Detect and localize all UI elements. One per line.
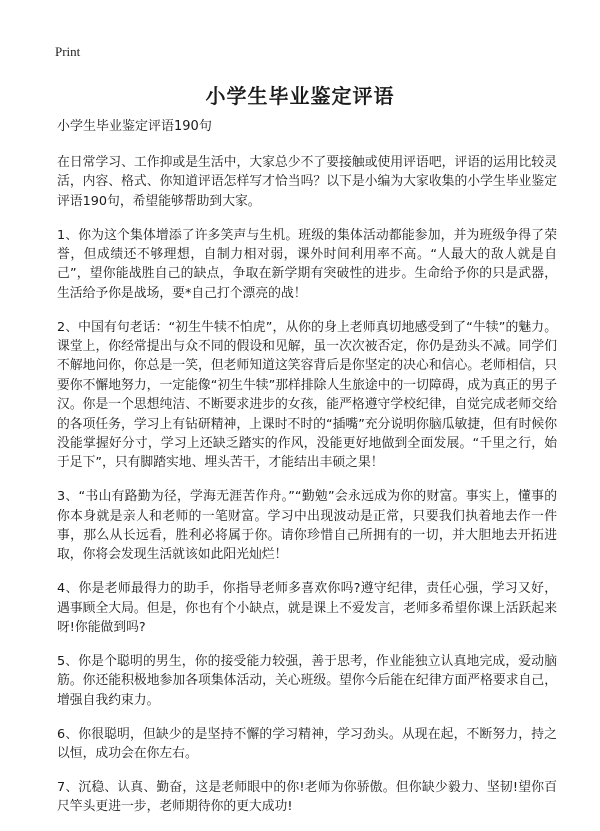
document-body — [57, 117, 557, 831]
comment-paragraph-4: 4、你是老师最得力的助手，你指导老师多喜欢你吗?遵守纪律，责任心强，学习又好，遇事顾全大局。但是，你也有个小缺点，就是课上不爱发言，老师多希望你课上活跃起来呀!你能做到吗? — [57, 581, 557, 636]
print-link[interactable]: Print — [55, 44, 81, 59]
comment-paragraph-2: 2、中国有句老话：“初生牛犊不怕虎”，从你的身上老师真切地感受到了“牛犊”的魅力。课堂上，你经常提出与众不同的假设和见解，虽一次次被否定，你仍是劲头不减。同学们不解地问你，你总是一笑，但老师知道这笑容背后是你坚定的决心和信心。老师相信，只要你不懈地努力，一定能像“初生牛犊”那样排除人生旅途中的一切障碍，成为真正的男子汉。你是一个思想纯洁、不断要求进步的女孩，能严格遵守学校纪律，自觉完成老师交给的各项任务，学习上有钻研精神，上课时不时的“插嘴”充分说明你脑瓜敏捷，但有时候你没能掌握好分寸，学习上还缺乏踏实的作风，没能更好地做到全面发展。“千里之行，始于足下”，只有脚踏实地、埋头苦干，才能结出丰硕之果！ — [57, 319, 557, 471]
comment-paragraph-3: 3、“书山有路勤为径，学海无涯苦作舟。”“勤勉”会永远成为你的财富。事实上，懂事的你本身就是亲人和老师的一笔财富。学习中出现波动是正常，只要我们执着地去作一件事，那么从长远看，胜利必将属于你。请你珍惜自己所拥有的一切，并大胆地去开拓进取，你将会发现生活就该如此阳光灿烂！ — [57, 489, 557, 563]
comment-paragraph-7: 7、沉稳、认真、勤奋，这是老师眼中的你!老师为你骄傲。但你缺少毅力、坚韧!望你百尺竿头更进一步，老师期待你的更大成功! — [57, 779, 557, 815]
comment-paragraph-1: 1、你为这个集体增添了许多笑声与生机。班级的集体活动都能参加，并为班级争得了荣誉，但成绩还不够理想，自制力相对弱，课外时间利用率不高。“人最大的敌人就是自己”，望你能战胜自己的缺点，争取在新学期有突破性的进步。生命给予你的只是武器，生活给予你是战场，要*自己打个漂亮的战！ — [57, 227, 557, 301]
document-title: 小学生毕业鉴定评语 — [205, 84, 395, 108]
intro-paragraph: 在日常学习、工作抑或是生活中，大家总少不了要接触或使用评语吧，评语的运用比较灵活，内容、格式、你知道评语怎样写才恰当吗？以下是小编为大家收集的小学生毕业鉴定评语190句，希望能够帮助到大家。 — [57, 155, 557, 209]
comment-paragraph-5: 5、你是个聪明的男生，你的接受能力较强，善于思考，作业能独立认真地完成，爱动脑筋。你还能积极地参加各项集体活动，关心班级。望你今后能在纪律方面严格要求自己，增强自我约束力。 — [57, 653, 557, 708]
document-subtitle: 小学生毕业鉴定评语190句 — [57, 119, 212, 134]
comment-paragraph-6: 6、你很聪明，但缺少的是坚持不懈的学习精神，学习劲头。从现在起，不断努力，持之以恒，成功会在你左右。 — [57, 726, 557, 761]
